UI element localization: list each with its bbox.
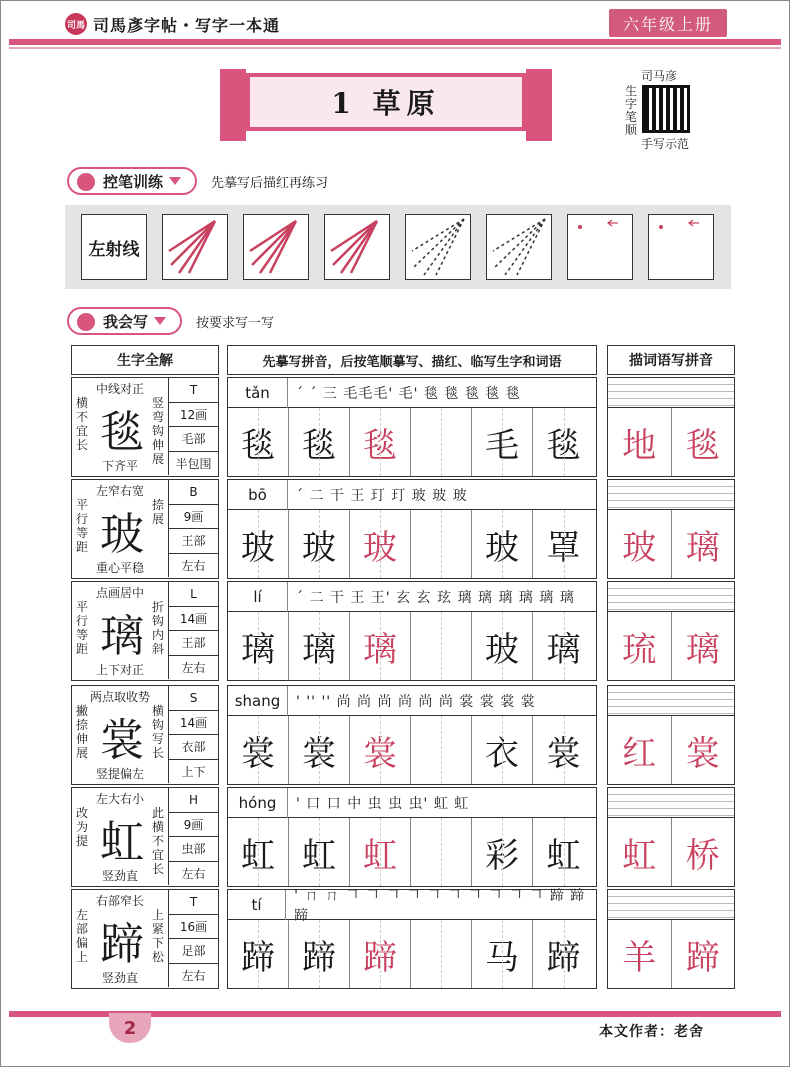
tip-left: 横不宜长 xyxy=(76,396,89,452)
practice-grid xyxy=(228,510,596,578)
tip-top: 左大右小 xyxy=(95,792,144,806)
tip-bottom: 竖提偏左 xyxy=(95,767,144,781)
trace-area xyxy=(607,377,735,477)
practice-area xyxy=(227,787,597,887)
table-header-practice: 先摹写拼音，后按笔顺摹写、描红、临写生字和词语 xyxy=(227,345,597,375)
brand-logo-icon: 司馬 xyxy=(65,13,87,35)
char-meta xyxy=(168,686,218,783)
trace-cells xyxy=(608,612,734,680)
radical: 王部 xyxy=(169,529,218,554)
trace-cell[interactable]: 地 xyxy=(608,408,672,476)
table-header-char-info: 生字全解 xyxy=(71,345,219,375)
practice-area xyxy=(227,581,597,681)
pinyin[interactable]: tǎn xyxy=(228,378,288,408)
char-meta xyxy=(168,788,218,885)
practice-cell[interactable]: 马 xyxy=(472,920,533,988)
char-info-card xyxy=(71,889,219,989)
pinyin-letter: B xyxy=(169,480,218,505)
practice-cell[interactable]: 罩 xyxy=(533,510,594,578)
table-row xyxy=(71,377,735,477)
pinyin-lines[interactable] xyxy=(608,480,734,510)
pinyin-line xyxy=(228,686,596,716)
drill-cell-practice[interactable] xyxy=(567,214,633,280)
char-info-card xyxy=(71,685,219,785)
stroke-count: 14画 xyxy=(169,607,218,632)
tip-right: 折钩内斜 xyxy=(152,600,165,656)
section-note: 先摹写后描红再练习 xyxy=(211,175,329,191)
pinyin[interactable]: tí xyxy=(228,890,286,920)
practice-cell[interactable]: 玻 xyxy=(289,510,350,578)
section-label: 控笔训练 xyxy=(103,172,164,191)
drill-row xyxy=(65,205,731,289)
header-divider xyxy=(9,39,781,45)
tip-right: 上紧下松 xyxy=(152,908,165,964)
char-large: 裳 xyxy=(100,715,144,766)
tip-right: 竖弯钩伸展 xyxy=(152,396,165,466)
practice-cell[interactable]: 毯 xyxy=(228,408,289,476)
practice-grid xyxy=(228,408,596,476)
practice-grid xyxy=(228,716,596,784)
pinyin-letter: T xyxy=(169,378,218,403)
practice-cell[interactable] xyxy=(411,612,472,680)
lesson-title: 1 草原 xyxy=(331,87,441,120)
char-info-card xyxy=(71,581,219,681)
left-ray-icon xyxy=(163,215,227,279)
radical: 足部 xyxy=(169,939,218,964)
char-info-card xyxy=(71,479,219,579)
stroke-order: ˊ 二 干 王 王' 玄 玄 玹 璃 璃 璃 璃 璃 璃 xyxy=(296,589,575,606)
lesson-title-banner xyxy=(246,73,526,131)
char-large: 虹 xyxy=(100,817,144,868)
tip-bottom: 竖劲直 xyxy=(101,971,138,985)
tip-right: 捺展 xyxy=(152,498,165,526)
trace-cell[interactable]: 玻 xyxy=(608,510,672,578)
trace-area xyxy=(607,889,735,989)
trace-area xyxy=(607,685,735,785)
stroke-order: ' '' '' 尚 尚 尚 尚 尚 尚 裳 裳 裳 裳 xyxy=(296,693,536,710)
structure: 上下 xyxy=(181,764,206,779)
practice-cell[interactable] xyxy=(411,920,472,988)
char-meta xyxy=(168,582,218,679)
tip-left: 平行等距 xyxy=(76,600,89,656)
page-number: 2 xyxy=(109,1013,151,1043)
char-large: 毯 xyxy=(100,407,144,458)
drill-cell-sample xyxy=(243,214,309,280)
stroke-count: 9画 xyxy=(169,505,218,530)
practice-cell[interactable]: 虹 xyxy=(533,818,594,886)
char-meta xyxy=(168,378,218,475)
practice-cell[interactable] xyxy=(411,818,472,886)
dotted-ray-icon xyxy=(406,215,470,279)
pinyin-line xyxy=(228,378,596,408)
char-large: 蹄 xyxy=(100,919,144,970)
qr-caption-top: 司马彦 xyxy=(641,69,678,83)
tip-right: 此横不宜长 xyxy=(152,806,165,876)
pinyin[interactable]: hóng xyxy=(228,788,288,818)
practice-area xyxy=(227,685,597,785)
pinyin-line xyxy=(228,480,596,510)
practice-cell[interactable]: 虹 xyxy=(228,818,289,886)
left-ray-icon xyxy=(244,215,308,279)
stroke-count: 14画 xyxy=(169,711,218,736)
table-header-trace: 描词语写拼音 xyxy=(607,345,735,375)
char-meta xyxy=(168,890,218,987)
drill-label: 左射线 xyxy=(81,214,147,280)
tip-bottom: 重心平稳 xyxy=(95,561,144,575)
trace-cell[interactable]: 璃 xyxy=(685,629,720,670)
pinyin-lines[interactable] xyxy=(608,890,734,920)
stroke-order: ' ㄇ ㄇ 𠃍 𠃍 𠃍 𠃍 𠃍 𠃍 𠃍 𠃍 𠃍 𠃍 蹄 蹄 蹄 xyxy=(294,887,586,924)
practice-cell[interactable] xyxy=(411,716,472,784)
practice-cell[interactable]: 玻 xyxy=(228,510,289,578)
char-info-card xyxy=(71,787,219,887)
practice-cell[interactable]: 玻 xyxy=(350,510,411,578)
radical: 衣部 xyxy=(169,735,218,760)
drill-cell-practice[interactable] xyxy=(648,214,714,280)
pinyin-letter: L xyxy=(169,582,218,607)
practice-cell[interactable]: 虹 xyxy=(289,818,350,886)
pinyin[interactable]: bō xyxy=(228,480,288,510)
pinyin-lines[interactable] xyxy=(608,582,734,612)
trace-cell[interactable]: 羊 xyxy=(608,920,672,988)
tip-left: 左部偏上 xyxy=(76,908,89,964)
table-row xyxy=(71,787,735,887)
stroke-count: 9画 xyxy=(169,813,218,838)
practice-cell[interactable]: 衣 xyxy=(472,716,533,784)
tip-left: 改为提 xyxy=(76,806,89,848)
qr-caption-side: 生字笔顺 xyxy=(625,84,638,137)
stroke-count: 16画 xyxy=(169,915,218,940)
clock-icon xyxy=(77,173,95,191)
practice-cell[interactable]: 裳 xyxy=(228,716,289,784)
practice-grid xyxy=(228,920,596,988)
tip-left: 平行等距 xyxy=(76,498,89,554)
table-row xyxy=(71,889,735,989)
tip-bottom: 下齐平 xyxy=(101,459,138,473)
trace-cell[interactable]: 璃 xyxy=(685,527,720,568)
practice-area xyxy=(227,479,597,579)
practice-cell[interactable]: 裳 xyxy=(350,716,411,784)
section-pill xyxy=(67,307,182,335)
stroke-count: 12画 xyxy=(169,403,218,428)
pinyin[interactable]: lí xyxy=(228,582,288,612)
tip-top: 左窄右宽 xyxy=(95,484,144,498)
tip-top: 中线对正 xyxy=(95,382,144,396)
table-row xyxy=(71,479,735,579)
structure: 左右 xyxy=(181,660,206,675)
practice-cell[interactable] xyxy=(411,510,472,578)
tip-top: 右部窄长 xyxy=(95,894,144,908)
drill-cell-sample xyxy=(162,214,228,280)
pinyin-lines[interactable] xyxy=(608,378,734,408)
pinyin-line xyxy=(228,582,596,612)
header xyxy=(65,11,280,37)
practice-cell[interactable]: 蹄 xyxy=(289,920,350,988)
tip-top: 点画居中 xyxy=(95,586,144,600)
grade-badge: 六年级上册 xyxy=(609,9,727,37)
section-pen-control xyxy=(67,167,328,195)
table-row xyxy=(71,581,735,681)
drill-cell-trace[interactable] xyxy=(405,214,471,280)
practice-grid xyxy=(228,612,596,680)
tip-left: 撇捺伸展 xyxy=(76,704,89,760)
radical: 王部 xyxy=(169,631,218,656)
trace-cell[interactable]: 蹄 xyxy=(685,937,720,978)
pinyin-line xyxy=(228,788,596,818)
practice-cell[interactable]: 玻 xyxy=(472,510,533,578)
practice-cell[interactable]: 虹 xyxy=(350,818,411,886)
practice-cell[interactable]: 毯 xyxy=(289,408,350,476)
section-i-can-write xyxy=(67,307,274,335)
practice-cell[interactable]: 璃 xyxy=(289,612,350,680)
trace-cell[interactable]: 毯 xyxy=(685,425,720,466)
table-row xyxy=(71,685,735,785)
radical: 虫部 xyxy=(169,837,218,862)
section-note: 按要求写一写 xyxy=(196,315,275,331)
practice-cell[interactable]: 璃 xyxy=(228,612,289,680)
tip-bottom: 竖劲直 xyxy=(101,869,138,883)
structure: 左右 xyxy=(181,558,206,573)
trace-cell[interactable]: 裳 xyxy=(685,733,720,774)
trace-area xyxy=(607,581,735,681)
practice-cell[interactable]: 裳 xyxy=(533,716,594,784)
practice-cell[interactable]: 璃 xyxy=(533,612,594,680)
tip-top: 两点取收势 xyxy=(89,690,150,704)
practice-grid xyxy=(228,818,596,886)
left-ray-icon xyxy=(325,215,389,279)
triangle-down-icon xyxy=(154,317,166,325)
start-dot-icon xyxy=(568,215,632,279)
tip-bottom: 上下对正 xyxy=(95,663,144,677)
stroke-order: ˊ 二 干 王 玎 玎 玻 玻 玻 xyxy=(296,487,468,504)
header-divider-thin xyxy=(9,47,781,49)
stroke-order: ˊ ˊ 三 毛毛毛' 毛' 毯 毯 毯 毯 毯 xyxy=(296,385,521,402)
trace-cell[interactable]: 桥 xyxy=(685,835,720,876)
trace-cells xyxy=(608,510,734,578)
section-pill xyxy=(67,167,197,195)
trace-cells xyxy=(608,716,734,784)
dotted-ray-icon xyxy=(487,215,551,279)
clock-icon xyxy=(77,313,95,331)
trace-cell[interactable]: 红 xyxy=(608,716,672,784)
practice-cell[interactable]: 蹄 xyxy=(350,920,411,988)
trace-area xyxy=(607,479,735,579)
pinyin-letter: S xyxy=(169,686,218,711)
practice-cell[interactable]: 彩 xyxy=(472,818,533,886)
practice-cell[interactable]: 毛 xyxy=(472,408,533,476)
practice-cell[interactable]: 蹄 xyxy=(228,920,289,988)
pinyin-lines[interactable] xyxy=(608,788,734,818)
author-credit: 本文作者：老舍 xyxy=(599,1024,704,1040)
pinyin[interactable]: shang xyxy=(228,686,288,716)
pinyin-lines[interactable] xyxy=(608,686,734,716)
practice-cell[interactable]: 蹄 xyxy=(533,920,594,988)
pinyin-letter: T xyxy=(169,890,218,915)
section-label: 我会写 xyxy=(103,312,149,331)
trace-cell[interactable]: 琉 xyxy=(608,612,672,680)
structure: 左右 xyxy=(181,968,206,983)
qr-caption-bottom: 手写示范 xyxy=(641,137,690,151)
trace-cells xyxy=(608,920,734,988)
brand-title: 司馬彥字帖・写字一本通 xyxy=(93,15,281,35)
practice-area xyxy=(227,377,597,477)
drill-cell-trace[interactable] xyxy=(486,214,552,280)
start-dot-icon xyxy=(649,215,713,279)
practice-cell[interactable]: 毯 xyxy=(533,408,594,476)
practice-cell[interactable]: 玻 xyxy=(472,612,533,680)
practice-cell[interactable] xyxy=(411,408,472,476)
trace-cells xyxy=(608,408,734,476)
pinyin-letter: H xyxy=(169,788,218,813)
practice-cell[interactable]: 裳 xyxy=(289,716,350,784)
tip-right: 横钩写长 xyxy=(152,704,165,760)
char-large: 璃 xyxy=(100,611,144,662)
pinyin-line xyxy=(228,887,596,924)
trace-area xyxy=(607,787,735,887)
char-meta xyxy=(168,480,218,577)
practice-cell[interactable]: 毯 xyxy=(350,408,411,476)
radical: 毛部 xyxy=(169,427,218,452)
practice-area xyxy=(227,889,597,989)
stroke-order: ' 口 口 中 虫 虫 虫' 虹 虹 xyxy=(296,795,470,812)
qr-code-icon[interactable] xyxy=(642,85,690,133)
trace-cell[interactable]: 虹 xyxy=(608,818,672,886)
structure: 半包围 xyxy=(175,456,212,471)
structure: 左右 xyxy=(181,866,206,881)
char-large: 玻 xyxy=(100,509,144,560)
char-info-card xyxy=(71,377,219,477)
triangle-down-icon xyxy=(169,177,181,185)
drill-cell-sample xyxy=(324,214,390,280)
practice-cell[interactable]: 璃 xyxy=(350,612,411,680)
trace-cells xyxy=(608,818,734,886)
